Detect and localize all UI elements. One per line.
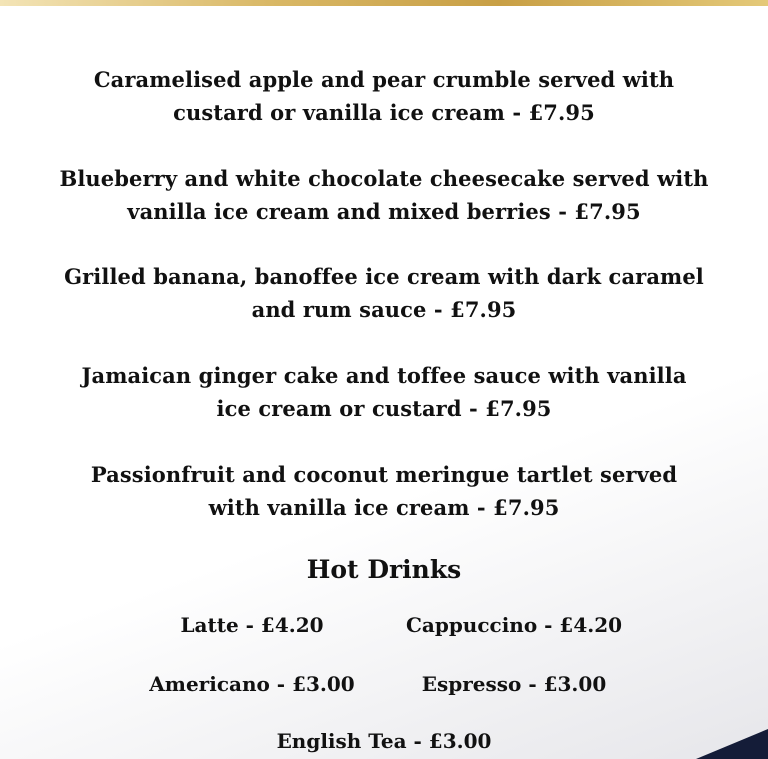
dessert-line: and rum sauce - £7.95 xyxy=(251,297,517,322)
dessert-line: Jamaican ginger cake and toffee sauce with vanilla xyxy=(81,363,687,388)
dessert-line: Grilled banana, banoffee ice cream with dark caramel xyxy=(64,264,704,289)
dessert-item xyxy=(40,458,728,524)
dessert-item xyxy=(40,63,728,129)
dessert-line: custard or vanilla ice cream - £7.95 xyxy=(173,100,595,125)
dessert-line: vanilla ice cream and mixed berries - £7.95 xyxy=(127,199,641,224)
dessert-line: Caramelised apple and pear crumble served with xyxy=(93,67,675,92)
dessert-item xyxy=(40,162,728,228)
dessert-line: with vanilla ice cream - £7.95 xyxy=(208,495,560,520)
dessert-line: ice cream or custard - £7.95 xyxy=(216,396,552,421)
dessert-line: Passionfruit and coconut meringue tartlet served xyxy=(90,462,678,487)
drink-item-latte: Latte - £4.20 xyxy=(180,613,324,637)
drink-item-espresso: Espresso - £3.00 xyxy=(421,672,607,696)
hot-drinks-heading: Hot Drinks xyxy=(306,555,462,584)
drink-item-cappuccino: Cappuccino - £4.20 xyxy=(405,613,623,637)
dessert-item xyxy=(40,260,728,326)
drink-item-english-tea: English Tea - £3.00 xyxy=(276,729,492,753)
dessert-line: Blueberry and white chocolate cheesecake served with xyxy=(59,166,709,191)
drink-item-americano: Americano - £3.00 xyxy=(149,672,355,696)
dessert-item xyxy=(40,359,728,425)
